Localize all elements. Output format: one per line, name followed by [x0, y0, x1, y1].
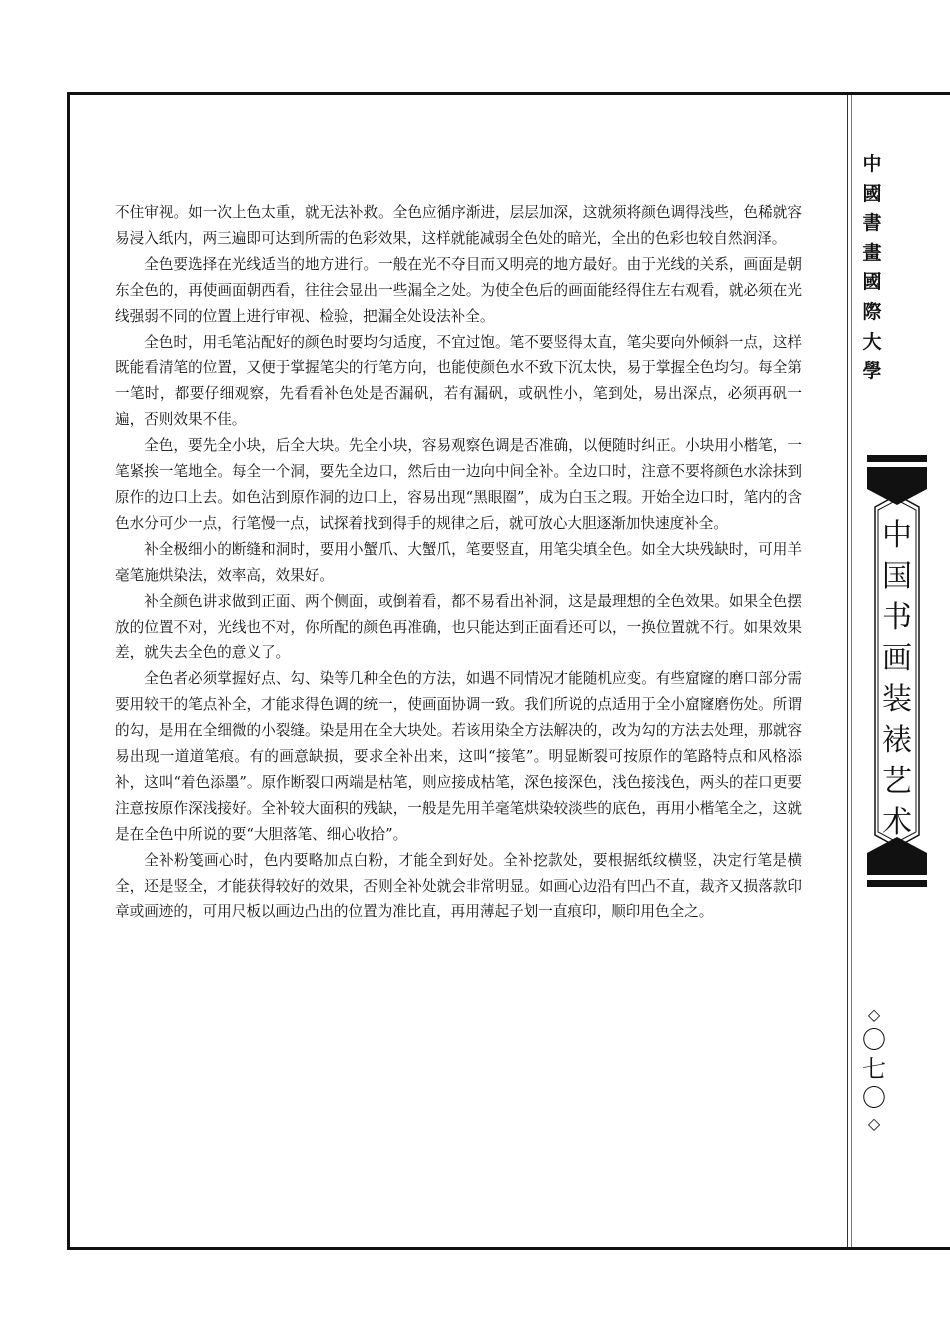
- title-char: 国: [882, 559, 912, 594]
- title-char: 中: [882, 518, 912, 553]
- school-char: 際: [862, 300, 882, 323]
- paragraph: 全色者必须掌握好点、勾、染等几种全色的方法，如遇不同情况才能随机应变。有些窟窿的磨口部分需要用较干的笔点补全，才能求得色调的统一，使画面协调一致。我们所说的点适用于全小窟窿磨伤处。所谓的勾，是用在全细微的小裂缝。染是用在全大块处。若该用染全方法解决的，改为勾的方法去处理，那就容易出现一道道笔痕。有的画意缺损，要求全补出来，这叫“接笔”。明显断裂可按原作的笔路特点和风格添补，这叫“着色添墨”。原作断裂口两端是枯笔，则应接成枯笔，深色接深色，浅色接浅色，两头的茬口更要注意按原作深浅接好。全补较大面积的残缺，一般是先用羊毫笔烘染较淡些的底色，再用小楷笔全之，这就是在全色中所说的要“大胆落笔、细心收拾”。: [115, 670, 802, 843]
- school-char: 大: [862, 330, 882, 353]
- paragraph: 补全颜色讲求做到正面、两个侧面，或倒着看，都不易看出补洞，这是最理想的全色效果。如果全色摆放的位置不对，光线也不对，你所配的颜色再准确，也只能达到正面看还可以，一换位置就不行。如果效果差，就失去全色的意义了。: [115, 592, 802, 662]
- paragraph: 全色要选择在光线适当的地方进行。一般在光不夺目而又明亮的地方最好。由于光线的关系，画面是朝东全色的，再使画面朝西看，往往会显出一些漏全之处。为使全色后的画面能经得住左右观看，就必须在光线强弱不同的位置上进行审视、检验，把漏全处设法补全。: [115, 255, 802, 325]
- school-char: 書: [862, 212, 882, 235]
- sidebar-divider: [847, 95, 848, 1247]
- book-title-vertical: [865, 515, 929, 843]
- paragraph: 全色时，用毛笔沾配好的颜色时要均匀适度，不宜过饱。笔不要竖得太直，笔尖要向外倾斜一点，这样既能看清笔的位置，又便于掌握笔尖的行笔方向，也能使颜色水不致下沉太快，易于掌握全色均匀。每全第一笔时，都要仔细观察，先看看补色处是否漏矾，若有漏矾，或矾性小，笔到处，易出深点，必须再矾一遍，否则效果不佳。: [115, 333, 802, 429]
- book-title-banner: [865, 455, 929, 887]
- body-text: [115, 200, 802, 925]
- school-char: 中: [862, 153, 882, 175]
- paragraph: 补全极细小的断缝和洞时，要用小蟹爪、大蟹爪，笔要竖直，用笔尖填全色。如全大块残缺时，可用羊毫笔施烘染法，效率高，效果好。: [115, 540, 802, 584]
- title-char: 装: [882, 682, 912, 717]
- paragraph: 全补粉笺画心时，色内要略加点白粉，才能全到好处。全补挖款处，要根据纸纹横竖，决定行笔是横全，还是竖全，才能获得较好的效果，否则全补处就会非常明显。如画心边沿有凹凸不直，裁齐又损落款印章或画迹的，可用尺板以画边凸出的位置为准比直，再用薄起子划一直痕印，顺印用色全之。: [115, 851, 802, 921]
- title-char: 裱: [882, 723, 912, 758]
- diamond-ornament: ◇: [867, 1005, 881, 1024]
- title-char: 术: [882, 805, 912, 840]
- title-char: 艺: [882, 764, 912, 799]
- page-digit: 七: [862, 1055, 886, 1083]
- title-char: 画: [882, 641, 912, 676]
- school-char: 國: [862, 271, 882, 294]
- paragraph: 不住审视。如一次上色太重，就无法补救。全色应循序渐进，层层加深，这就须将颜色调得浅些，色稀就容易浸入纸内，两三遍即可达到所需的色彩效果，这样就能减弱全色处的暗光，全出的色彩也较自然润泽。: [115, 204, 802, 247]
- page-digit: 〇: [862, 1084, 886, 1112]
- school-name-vertical: [858, 150, 886, 387]
- school-char: 畫: [862, 241, 882, 264]
- page-number-vertical: [860, 1004, 888, 1135]
- school-char: 國: [862, 182, 882, 205]
- school-char: 學: [862, 360, 882, 383]
- title-char: 书: [882, 600, 912, 635]
- page-digit: 〇: [862, 1026, 886, 1054]
- paragraph: 全色，要先全小块，后全大块。先全小块，容易观察色调是否准确，以便随时纠正。小块用小楷笔，一笔紧挨一笔地全。每全一个洞，要先全边口，然后由一边向中间全补。全边口时，注意不要将颜色水涂抹到原作的边口上去。如色沾到原作洞的边口上，容易出现“黑眼圈”，成为白玉之瑕。开始全边口时，笔内的含色水分可少一点，行笔慢一点，试探着找到得手的规律之后，就可放心大胆逐渐加快速度补全。: [115, 437, 802, 532]
- diamond-ornament: ◇: [867, 1114, 881, 1133]
- sidebar-divider-inner: [851, 95, 852, 1247]
